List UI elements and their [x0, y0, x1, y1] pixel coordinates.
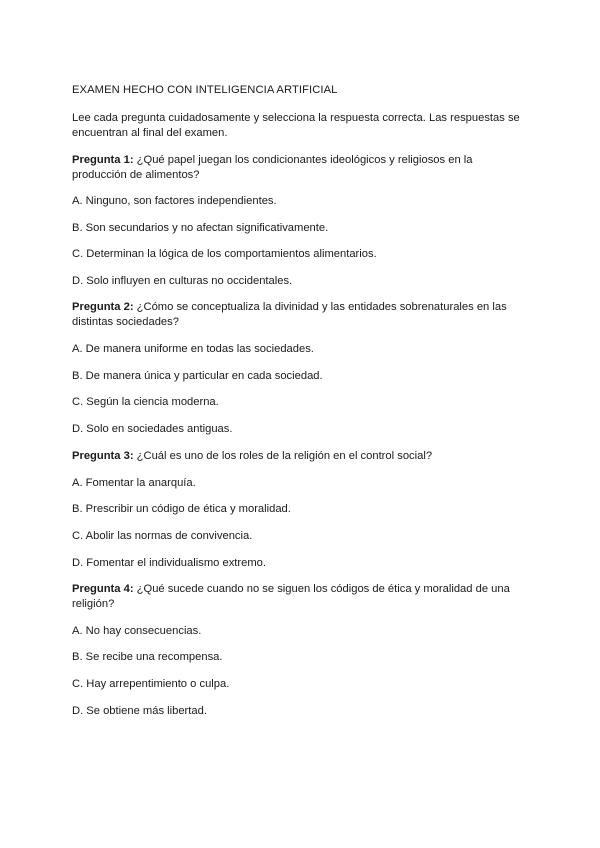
question-2-option-c: C. Según la ciencia moderna.	[72, 396, 219, 408]
question-3-label: Pregunta 3:	[72, 450, 134, 462]
question-3-text: ¿Cuál es uno de los roles de la religión en el control social?	[133, 450, 433, 462]
question-2-text: ¿Cómo se conceptualiza la divinidad y las entidades sobrenaturales en las distintas sociedades?	[72, 301, 507, 328]
question-1-option-d: D. Solo influyen en culturas no occidentales.	[72, 275, 293, 287]
question-1	[72, 153, 530, 183]
question-2-option-b: B. De manera única y particular en cada sociedad.	[72, 370, 323, 382]
question-1-text: ¿Qué papel juegan los condicionantes ideológicos y religiosos en la producción de alimentos?	[72, 154, 473, 181]
exam-instructions: Lee cada pregunta cuidadosamente y selecciona la respuesta correcta. Las respuestas se encuentran al final del examen.	[72, 112, 520, 139]
question-4-text: ¿Qué sucede cuando no se siguen los códigos de ética y moralidad de una religión?	[72, 583, 510, 610]
question-4-option-b: B. Se recibe una recompensa.	[72, 651, 223, 663]
question-2	[72, 300, 530, 330]
question-2-option-a: A. De manera uniforme en todas las sociedades.	[72, 343, 314, 355]
question-1-option-c: C. Determinan la lógica de los comportamientos alimentarios.	[72, 248, 377, 260]
question-3-option-d: D. Fomentar el individualismo extremo.	[72, 557, 266, 569]
question-4-label: Pregunta 4:	[72, 583, 134, 595]
question-4-option-c: C. Hay arrepentimiento o culpa.	[72, 678, 230, 690]
question-1-option-b: B. Son secundarios y no afectan significativamente.	[72, 222, 329, 234]
question-1-option-a: A. Ninguno, son factores independientes.	[72, 195, 277, 207]
question-4-option-a: A. No hay consecuencias.	[72, 625, 202, 637]
question-1-label: Pregunta 1:	[72, 154, 134, 166]
question-3	[72, 449, 530, 464]
question-3-option-a: A. Fomentar la anarquía.	[72, 477, 196, 489]
question-4	[72, 582, 530, 612]
exam-title: EXAMEN HECHO CON INTELIGENCIA ARTIFICIAL	[72, 84, 338, 96]
document-page	[72, 0, 532, 848]
question-3-option-b: B. Prescribir un código de ética y moralidad.	[72, 503, 291, 515]
question-4-option-d: D. Se obtiene más libertad.	[72, 705, 207, 717]
question-2-label: Pregunta 2:	[72, 301, 134, 313]
question-3-option-c: C. Abolir las normas de convivencia.	[72, 530, 253, 542]
question-2-option-d: D. Solo en sociedades antiguas.	[72, 423, 233, 435]
